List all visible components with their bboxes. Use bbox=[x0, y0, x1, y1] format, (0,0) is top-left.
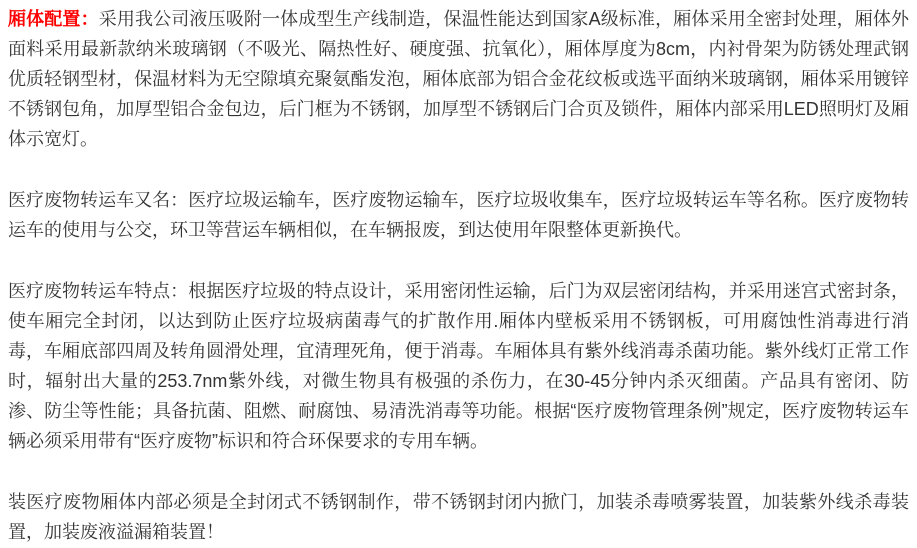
paragraph-text: 医疗废物转运车又名：医疗垃圾运输车，医疗废物运输车，医疗垃圾收集车，医疗垃圾转运车等名称。医疗废物转运车的使用与公交，环卫等营运车辆相似，在车辆报废，到达使用年限整体更新换代。 bbox=[8, 190, 909, 240]
paragraph-box-configuration bbox=[8, 4, 909, 154]
paragraph-vehicle-aliases bbox=[8, 185, 909, 245]
paragraph-text: 医疗废物转运车特点：根据医疗垃圾的特点设计，采用密闭性运输，后门为双层密闭结构，并采用迷宫式密封条，使车厢完全封闭，以达到防止医疗垃圾病菌毒气的扩散作用.厢体内壁板采用不锈钢板，可用腐蚀性消毒进行消毒，车厢底部四周及转角圆滑处理，宜清理死角，便于消毒。车厢体具有紫外线消毒杀菌功能。紫外线灯正常工作时，辐射出大量的253.7nm紫外线，对微生物具有极强的杀伤力，在30-45分钟内杀灭细菌。产品具有密闭、防渗、防尘等性能；具备抗菌、阻燃、耐腐蚀、易清洗消毒等功能。根据“医疗废物管理条例”规定，医疗废物转运车辆必须采用带有“医疗废物”标识和符合环保要求的专用车辆。 bbox=[8, 281, 909, 451]
paragraph-vehicle-features bbox=[8, 276, 909, 456]
paragraph-text: 装医疗废物厢体内部必须是全封闭式不锈钢制作，带不锈钢封闭内掀门，加装杀毒喷雾装置，加装紫外线杀毒装置，加装废液溢漏箱装置！ bbox=[8, 492, 909, 542]
paragraph-heading-label: 厢体配置： bbox=[8, 9, 99, 29]
paragraph-text: 采用我公司液压吸附一体成型生产线制造，保温性能达到国家A级标准，厢体采用全密封处理，厢体外面料采用最新款纳米玻璃钢（不吸光、隔热性好、硬度强、抗氧化），厢体厚度为8cm，内衬骨架为防锈处理武钢优质轻钢型材，保温材料为无空隙填充聚氨酯发泡，厢体底部为铝合金花纹板或选平面纳米玻璃钢，厢体采用镀锌不锈钢包角，加厚型铝合金包边，后门框为不锈钢，加厚型不锈钢后门合页及锁件，厢体内部采用LED照明灯及厢体示宽灯。 bbox=[8, 9, 909, 149]
paragraph-interior-requirements bbox=[8, 487, 909, 547]
